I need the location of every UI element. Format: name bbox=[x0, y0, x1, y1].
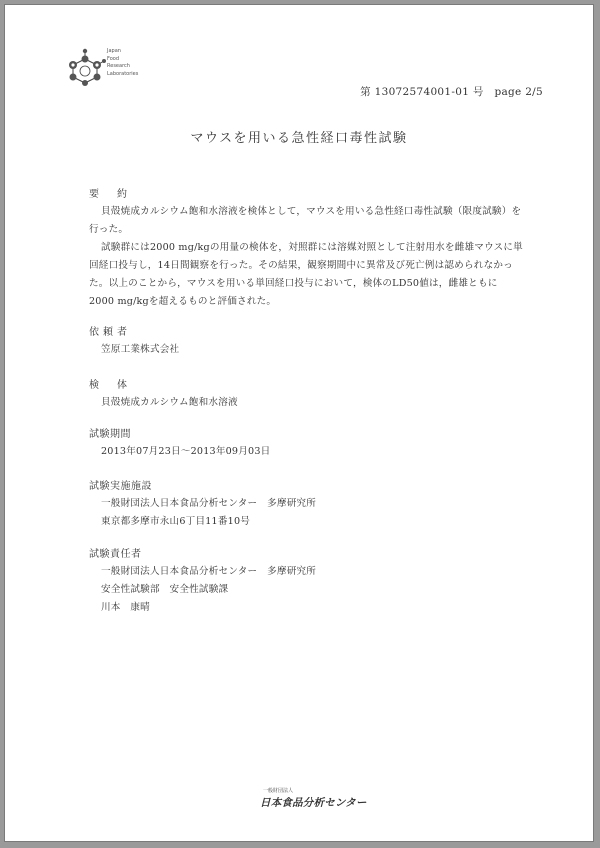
page-number: 第 13072574001-01 号 page 2/5 bbox=[360, 86, 543, 98]
footer-small-text: 一般財団法人 bbox=[263, 788, 294, 794]
facility-heading: 試験実施施設 bbox=[89, 481, 152, 492]
summary-line: 行った。 bbox=[89, 224, 129, 235]
client-heading: 依頼者 bbox=[89, 327, 131, 338]
footer-logo bbox=[260, 788, 370, 810]
summary-line: 回経口投与し，14日間観察を行った。その結果，観察期間中に異常及び死亡例は認められなかっ bbox=[89, 260, 513, 271]
director-line: 安全性試験部 安全性試験課 bbox=[101, 584, 229, 595]
document-page bbox=[4, 4, 594, 842]
director-line: 川本 康晴 bbox=[101, 602, 150, 613]
logo-line: Japan bbox=[107, 48, 121, 54]
director-line: 一般財団法人日本食品分析センター 多摩研究所 bbox=[101, 566, 317, 577]
sample-value: 貝殻焼成カルシウム飽和水溶液 bbox=[101, 397, 238, 408]
molecule-logo-icon bbox=[65, 47, 107, 87]
document-title: マウスを用いる急性経口毒性試験 bbox=[190, 131, 408, 146]
logo-text bbox=[107, 48, 138, 78]
summary-line: 試験群には2000 mg/kgの用量の検体を，対照群には溶媒対照として注射用水を雌雄マウスに単 bbox=[101, 242, 523, 253]
period-value: 2013年07月23日～2013年09月03日 bbox=[101, 446, 271, 457]
footer-main-text: 日本食品分析センター bbox=[260, 797, 367, 809]
director-heading: 試験責任者 bbox=[89, 549, 142, 560]
summary-line: 貝殻焼成カルシウム飽和水溶液を検体として，マウスを用いる急性経口毒性試験（限度試験）を bbox=[101, 206, 522, 217]
facility-line: 東京都多摩市永山6丁目11番10号 bbox=[101, 516, 251, 527]
summary-line: た。以上のことから，マウスを用いる単回経口投与において，検体のLD50値は，雌雄ともに bbox=[89, 278, 498, 289]
summary-line: 2000 mg/kgを超えるものと評価された。 bbox=[89, 296, 277, 307]
logo-line: Research bbox=[107, 63, 130, 69]
client-value: 笠原工業株式会社 bbox=[101, 344, 180, 355]
facility-line: 一般財団法人日本食品分析センター 多摩研究所 bbox=[101, 498, 317, 509]
logo-line: Laboratories bbox=[107, 70, 139, 77]
sample-heading: 検体 bbox=[89, 380, 145, 391]
summary-heading: 要約 bbox=[89, 189, 145, 200]
logo-line: Food bbox=[107, 55, 119, 62]
period-heading: 試験期間 bbox=[89, 429, 131, 440]
lab-logo bbox=[65, 47, 175, 87]
